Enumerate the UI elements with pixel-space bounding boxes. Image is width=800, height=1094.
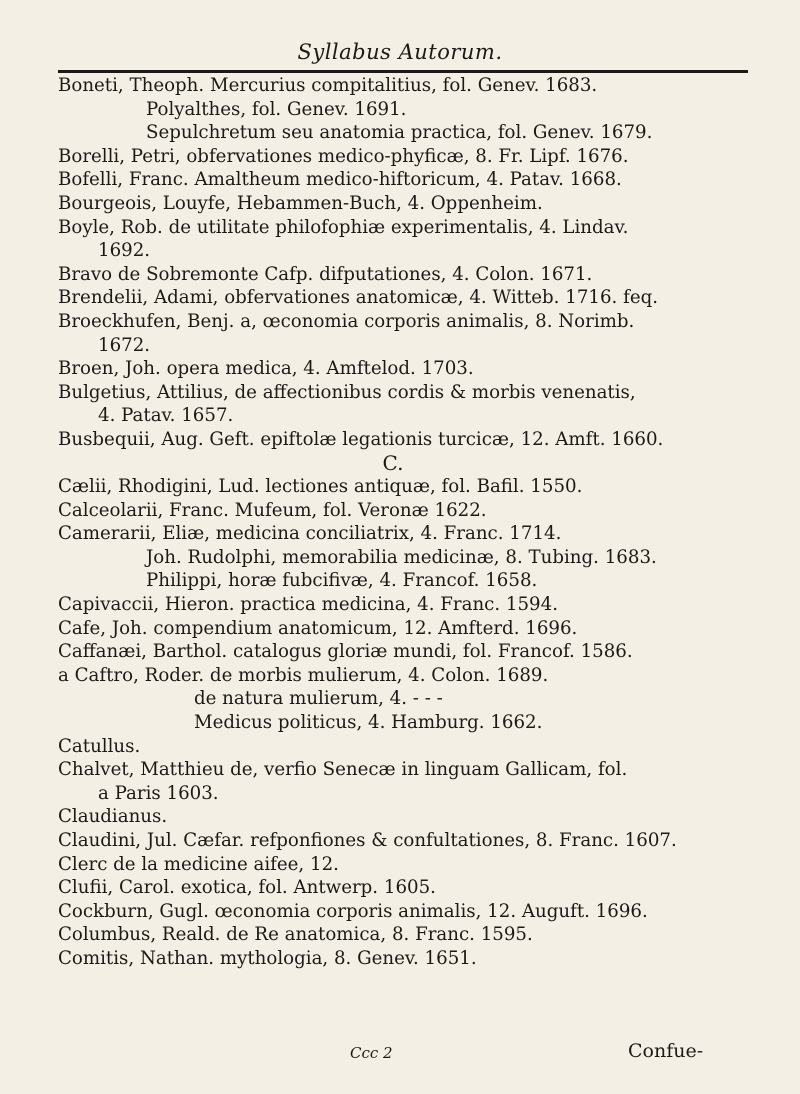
syllabus-entry: Sepulchretum seu anatomia practica, fol. Genev. 1679. xyxy=(146,122,653,144)
syllabus-entry: Camerarii, Eliæ, medicina conciliatrix, 4. Franc. 1714. xyxy=(58,523,562,545)
syllabus-entry: a Paris 1603. xyxy=(98,782,219,804)
syllabus-entry: Boneti, Theoph. Mercurius compitalitius, fol. Genev. 1683. xyxy=(58,75,598,96)
syllabus-entry: Clufii, Carol. exotica, fol. Antwerp. 1605. xyxy=(58,877,436,899)
syllabus-entries xyxy=(58,74,758,971)
signature-mark: Ccc 2 xyxy=(350,1044,393,1062)
syllabus-entry: Bulgetius, Attilius, de affectionibus cordis & morbis venenatis, xyxy=(58,381,636,403)
syllabus-entry: Bofelli, Franc. Amaltheum medico-hiftoricum, 4. Patav. 1668. xyxy=(58,169,622,191)
syllabus-entry: Broen, Joh. opera medica, 4. Amftelod. 1703. xyxy=(58,358,474,380)
syllabus-entry: Busbequii, Aug. Geft. epiftolæ legationis turcicæ, 12. Amft. 1660. xyxy=(58,428,664,450)
syllabus-entry: Claudianus. xyxy=(58,806,168,828)
syllabus-entry: Cockburn, Gugl. œconomia corporis animalis, 12. Auguft. 1696. xyxy=(58,900,648,922)
syllabus-entry: Cælii, Rhodigini, Lud. lectiones antiquæ, fol. Bafil. 1550. xyxy=(58,476,583,498)
syllabus-entry: Boyle, Rob. de utilitate philofophiæ experimentalis, 4. Lindav. xyxy=(58,216,629,238)
header-rule xyxy=(58,70,748,73)
syllabus-entry: Comitis, Nathan. mythologia, 8. Genev. 1651. xyxy=(58,947,477,969)
syllabus-entry: Bravo de Sobremonte Cafp. difputationes, 4. Colon. 1671. xyxy=(58,263,593,285)
syllabus-entry: Polyalthes, fol. Genev. 1691. xyxy=(146,98,407,120)
syllabus-entry: Catullus. xyxy=(58,735,141,757)
syllabus-entry: Chalvet, Matthieu de, verfio Senecæ in linguam Gallicam, fol. xyxy=(58,759,628,781)
catchword: Confue- xyxy=(628,1040,704,1062)
syllabus-entry: Capivaccii, Hieron. practica medicina, 4. Franc. 1594. xyxy=(58,594,558,616)
syllabus-entry: 1672. xyxy=(98,334,151,356)
syllabus-entry: 4. Patav. 1657. xyxy=(98,405,234,427)
syllabus-entry: Clerc de la medicine aifee, 12. xyxy=(58,853,339,875)
syllabus-entry: Borelli, Petri, obfervationes medico-phyficæ, 8. Fr. Lipf. 1676. xyxy=(58,145,629,167)
syllabus-entry: Caffanæi, Barthol. catalogus gloriæ mundi, fol. Francof. 1586. xyxy=(58,641,633,663)
syllabus-entry: 1692. xyxy=(98,240,151,262)
syllabus-entry: Claudini, Jul. Cæfar. refponfiones & confultationes, 8. Franc. 1607. xyxy=(58,830,677,851)
syllabus-entry: Broeckhufen, Benj. a, œconomia corporis animalis, 8. Norimb. xyxy=(58,310,635,332)
running-head: Syllabus Autorum. xyxy=(297,40,503,64)
syllabus-entry: Calceolarii, Franc. Mufeum, fol. Veronæ 1622. xyxy=(58,499,487,521)
syllabus-entry: Bourgeois, Louyfe, Hebammen-Buch, 4. Oppenheim. xyxy=(58,192,543,214)
syllabus-entry: a Caftro, Roder. de morbis mulierum, 4. Colon. 1689. xyxy=(58,664,549,686)
syllabus-entry: Columbus, Reald. de Re anatomica, 8. Franc. 1595. xyxy=(58,924,533,946)
syllabus-entry: Medicus politicus, 4. Hamburg. 1662. xyxy=(194,712,543,734)
syllabus-entry: Brendelii, Adami, obfervationes anatomicæ, 4. Witteb. 1716. feq. xyxy=(58,287,659,309)
syllabus-entry: Philippi, horæ fubcifivæ, 4. Francof. 1658. xyxy=(146,570,538,592)
section-letter: C. xyxy=(382,450,404,475)
syllabus-entry: Joh. Rudolphi, memorabilia medicinæ, 8. Tubing. 1683. xyxy=(146,546,657,568)
syllabus-entry: de natura mulierum, 4. - - - xyxy=(194,688,443,710)
syllabus-entry: Cafe, Joh. compendium anatomicum, 12. Amfterd. 1696. xyxy=(58,617,578,639)
